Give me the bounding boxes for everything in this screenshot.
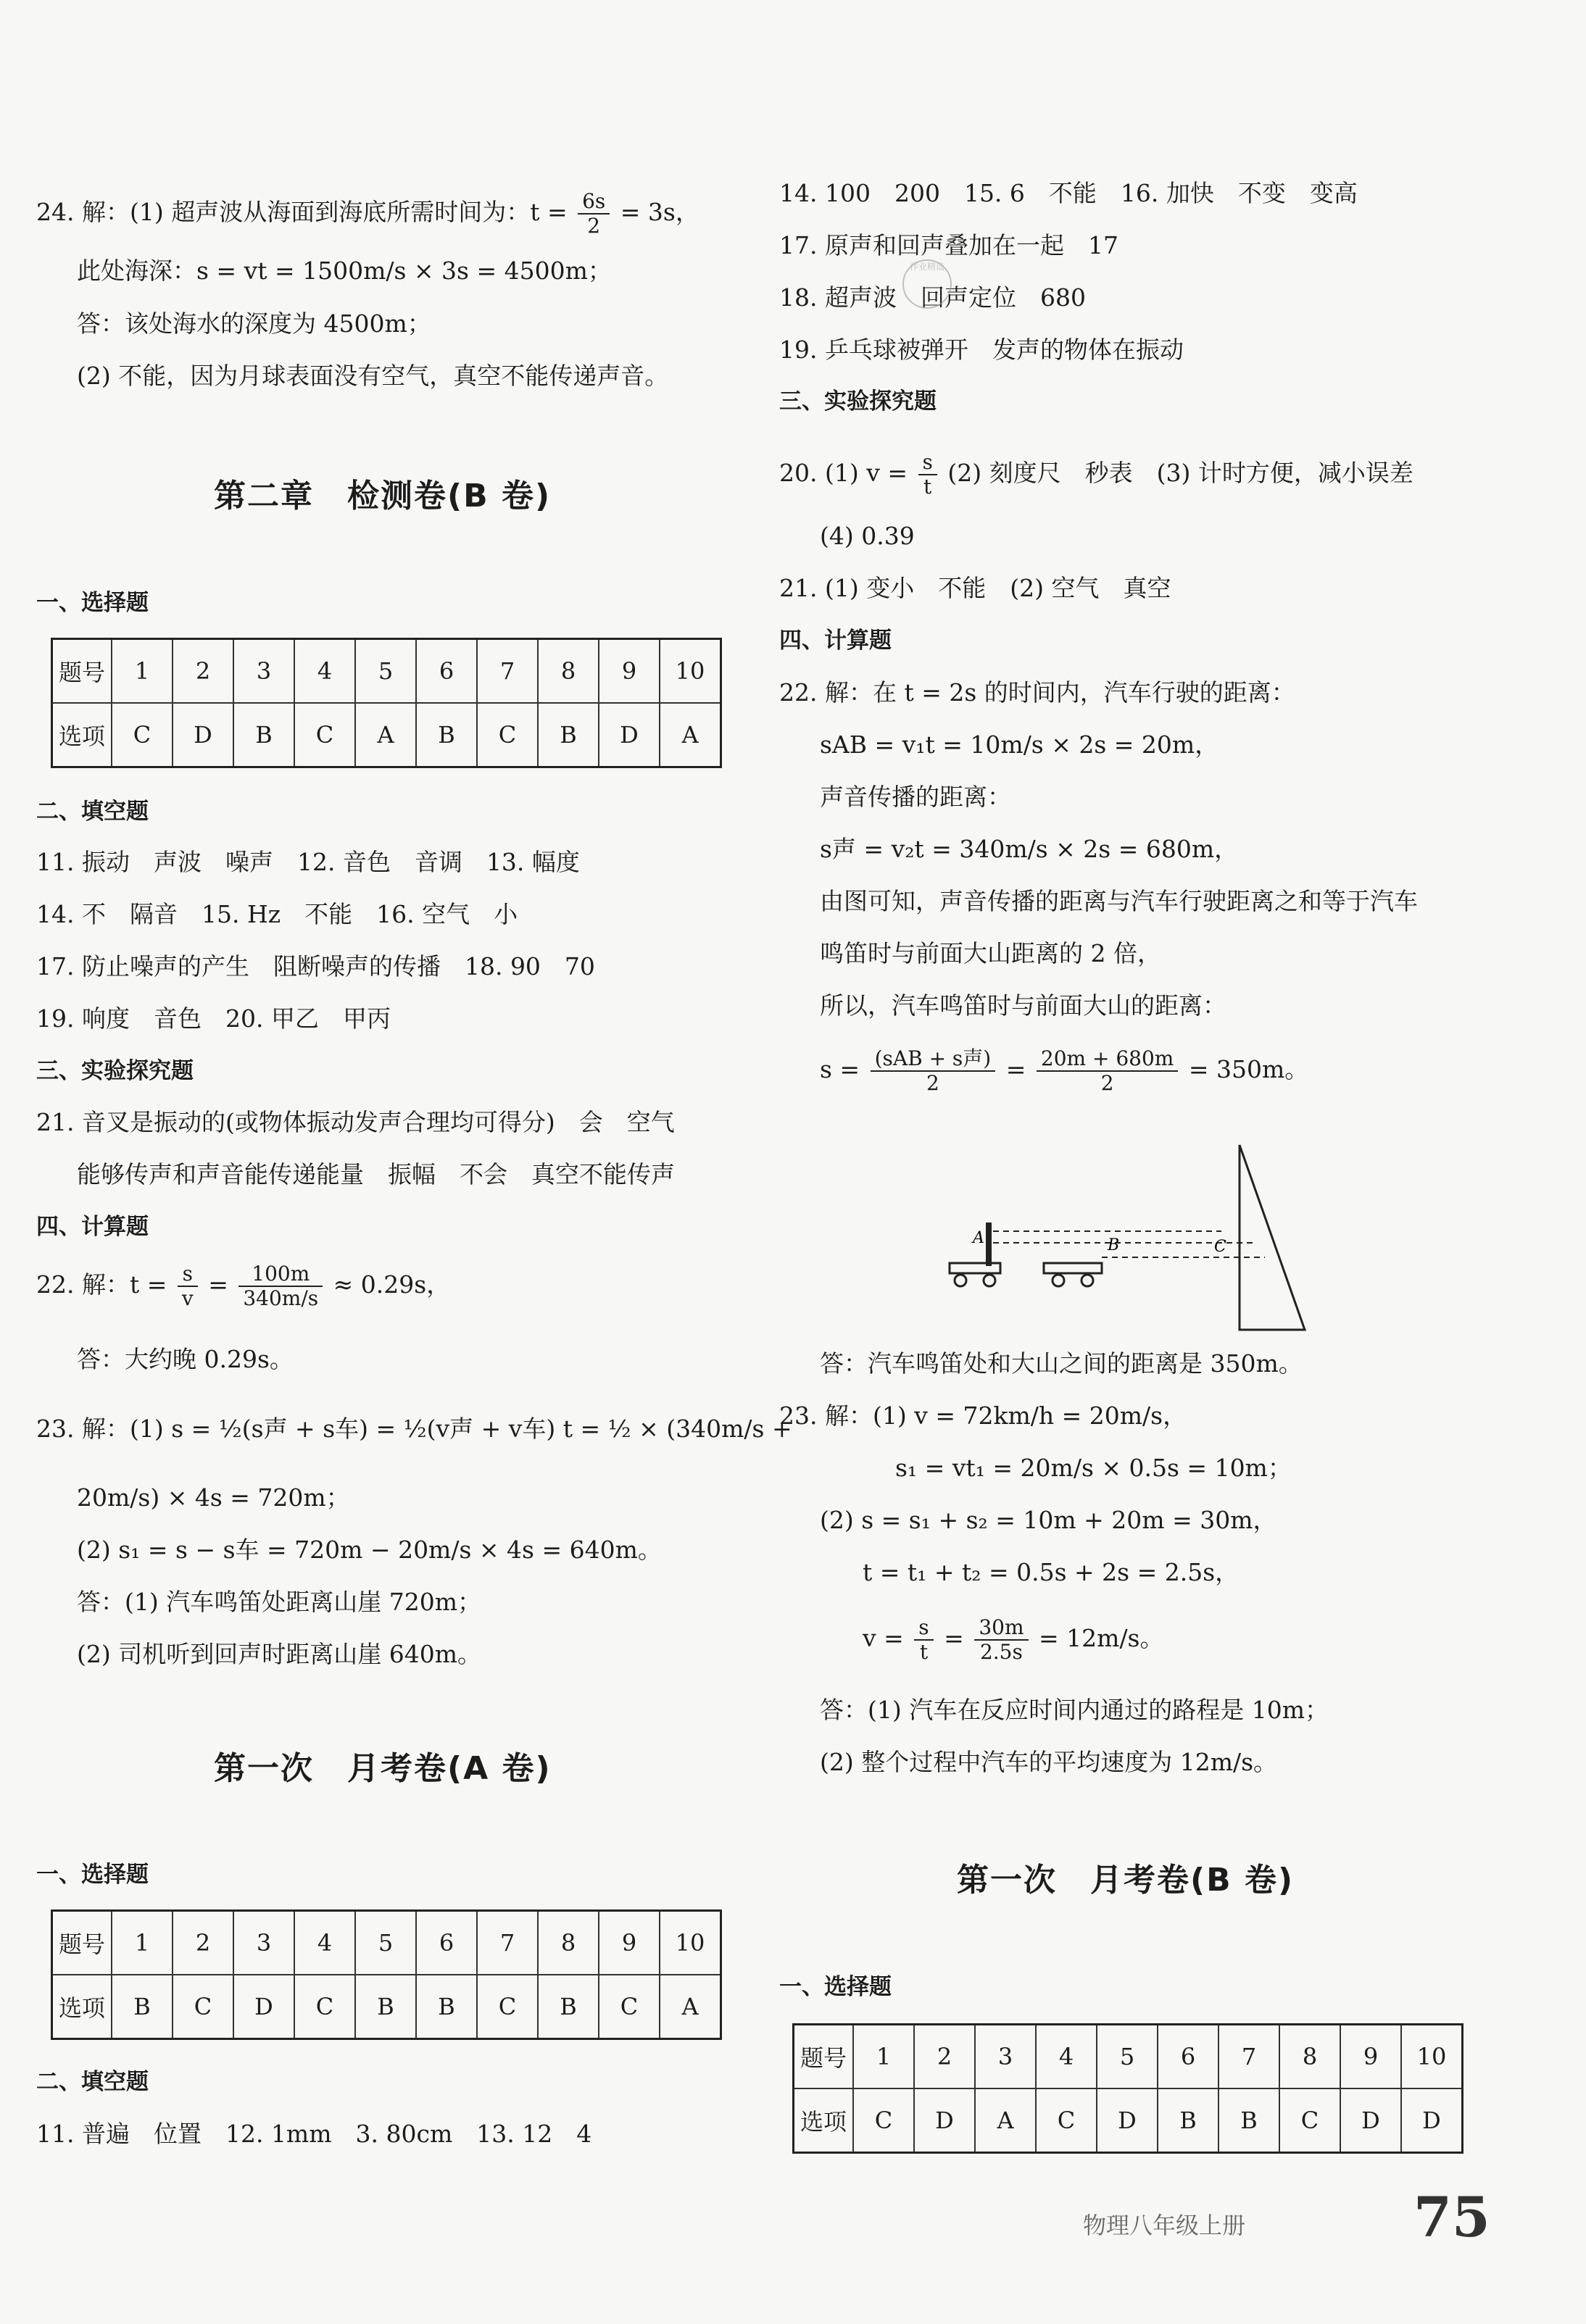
q24-line4: (2) 不能，因为月球表面没有空气，真空不能传递声音。 <box>77 362 669 390</box>
answer-cell: B <box>1158 2088 1218 2153</box>
q23-answer1: 答：(1) 汽车在反应时间内通过的路程是 10m； <box>820 1696 1329 1724</box>
mountain-shape <box>1240 1145 1305 1330</box>
answer-cell: C <box>173 1975 233 2039</box>
question-number-cell: 10 <box>1401 2025 1463 2089</box>
fill-line: 11. 普遍 位置 12. 1mm 3. 80cm 13. 12 4 <box>36 2120 592 2148</box>
q22-formula: s = $\frac{\text{(sAB + s声)}}{2}$ = $\frac{20m + 680m}{2}$ = 350m。 <box>820 1046 1309 1095</box>
car-b-wheel <box>1053 1275 1064 1286</box>
question-number-cell: 7 <box>1218 2025 1279 2089</box>
fill-line: 14. 100 200 15. 6 不能 16. 加快 不变 变高 <box>779 179 1358 207</box>
section-title-m1b: 第一次 月考卷(B 卷) <box>957 1862 1295 1899</box>
answer-cell: B <box>538 1975 599 2039</box>
answer-cell: A <box>355 703 416 767</box>
section-heading-choice: 一、选择题 <box>36 1862 149 1888</box>
table-row-label: 选项 <box>794 2088 854 2153</box>
q22-line5: 由图可知，声音传播的距离与汽车行驶距离之和等于汽车 <box>820 887 1418 915</box>
q22-line3: 声音传播的距离： <box>820 783 1011 811</box>
question-number-cell: 8 <box>538 1911 599 1975</box>
q22-answer: 答：汽车鸣笛处和大山之间的距离是 350m。 <box>820 1349 1303 1378</box>
fill-line: 19. 乒乓球被弹开 发声的物体在振动 <box>779 336 1184 364</box>
fraction: $\frac{\text{(sAB + s声)}}{2}$ <box>871 1047 996 1095</box>
answer-cell: C <box>1279 2088 1340 2153</box>
section-heading-experiment: 三、实验探究题 <box>779 388 937 415</box>
section-heading-choice: 一、选择题 <box>36 590 149 616</box>
question-number-cell: 5 <box>355 1911 416 1975</box>
question-number-cell: 4 <box>1036 2025 1097 2089</box>
question-number-cell: 2 <box>173 639 233 704</box>
question-number-cell: 2 <box>173 1911 233 1975</box>
watermark-stamp: 作业精选 <box>902 259 952 309</box>
table-header-cell: 题号 <box>52 1911 112 1975</box>
answer-table-2 <box>51 1909 722 2040</box>
answer-cell: C <box>294 1975 355 2039</box>
answer-cell: C <box>853 2088 914 2153</box>
question-number-cell: 5 <box>355 639 416 704</box>
question-number-cell: 10 <box>660 1911 721 1975</box>
fraction: $\frac{s}{t}$ <box>918 451 937 499</box>
answer-cell: D <box>914 2088 975 2153</box>
answer-cell: B <box>538 703 599 767</box>
fill-line: 19. 响度 音色 20. 甲乙 甲丙 <box>36 1004 391 1033</box>
table-row-label: 选项 <box>52 1975 112 2039</box>
q23-line2: 20m/s) × 4s = 720m； <box>77 1483 350 1512</box>
answer-cell: D <box>1340 2088 1401 2153</box>
section-heading-calc: 四、计算题 <box>36 1214 149 1240</box>
fill-line: 17. 原声和回声叠加在一起 17 <box>779 231 1118 259</box>
fill-line: 14. 不 隔音 15. Hz 不能 16. 空气 小 <box>36 900 518 928</box>
car-a-flag <box>986 1223 992 1266</box>
label-c: C <box>1214 1238 1226 1256</box>
answer-cell: C <box>294 703 355 767</box>
answer-cell: B <box>1218 2088 1279 2153</box>
q22-line7: 所以，汽车鸣笛时与前面大山的距离： <box>820 991 1226 1020</box>
q24-line2: 此处海深：s = vt = 1500m/s × 3s = 4500m； <box>77 257 612 285</box>
question-number-cell: 9 <box>599 639 660 704</box>
q21-line: 21. (1) 变小 不能 (2) 空气 真空 <box>779 574 1171 602</box>
q23-line3: (2) s₁ = s − s车 = 720m − 20m/s × 4s = 640m。 <box>77 1536 662 1564</box>
answer-cell: D <box>1401 2088 1463 2153</box>
answer-cell: C <box>112 703 173 767</box>
section-heading-choice: 一、选择题 <box>779 1974 892 2000</box>
table-header-cell: 题号 <box>794 2025 854 2089</box>
question-number-cell: 6 <box>416 1911 477 1975</box>
question-number-cell: 4 <box>294 639 355 704</box>
section-heading-calc: 四、计算题 <box>779 628 892 654</box>
q23-line3: (2) s = s₁ + s₂ = 10m + 20m = 30m， <box>820 1506 1277 1534</box>
car-a-body <box>950 1263 1000 1273</box>
q23-line2: s₁ = vt₁ = 20m/s × 0.5s = 10m； <box>895 1454 1292 1482</box>
question-number-cell: 2 <box>914 2025 975 2089</box>
answer-cell: C <box>477 703 538 767</box>
q23-line1: 23. 解：(1) v = 72km/h = 20m/s， <box>779 1402 1187 1430</box>
answer-cell: D <box>173 703 233 767</box>
q22-line1: 22. 解：t = $\frac{s}{v}$ = $\frac{100m}{340m/s}$ ≈ 0.29s， <box>36 1262 451 1310</box>
q23-line5: (2) 司机听到回声时距离山崖 640m。 <box>77 1640 482 1668</box>
fill-line: 11. 振动 声波 噪声 12. 音色 音调 13. 幅度 <box>36 848 580 876</box>
q23-line1: 23. 解：(1) s = ½(s声 + s车) = ½(v声 + v车) t = ½ × (340m/s + <box>36 1415 792 1443</box>
car-a-wheel <box>984 1275 995 1286</box>
question-number-cell: 4 <box>294 1911 355 1975</box>
question-number-cell: 6 <box>416 639 477 704</box>
fraction: $\frac{s}{v}$ <box>178 1262 198 1310</box>
question-number-cell: 1 <box>853 2025 914 2089</box>
question-number-cell: 9 <box>1340 2025 1401 2089</box>
q22-line6: 鸣笛时与前面大山距离的 2 倍， <box>820 939 1161 967</box>
car-a-wheel <box>955 1275 966 1286</box>
fraction: $\frac{100m}{340m/s}$ <box>238 1262 323 1310</box>
section-title-ch2b: 第二章 检测卷(B 卷) <box>214 478 552 515</box>
label-a: A <box>973 1229 984 1247</box>
question-number-cell: 8 <box>1279 2025 1340 2089</box>
fill-line: 18. 超声波 回声定位 680 <box>779 283 1086 312</box>
car-b-body <box>1044 1263 1102 1273</box>
q23-line4: 答：(1) 汽车鸣笛处距离山崖 720m； <box>77 1588 482 1616</box>
answer-cell: D <box>1097 2088 1158 2153</box>
question-number-cell: 3 <box>975 2025 1036 2089</box>
answer-cell: B <box>416 703 477 767</box>
section-heading-experiment: 三、实验探究题 <box>36 1058 194 1084</box>
table-header-cell: 题号 <box>52 639 112 704</box>
question-number-cell: 8 <box>538 639 599 704</box>
answer-cell: D <box>599 703 660 767</box>
section-heading-fill: 二、填空题 <box>36 2069 149 2095</box>
answer-cell: A <box>660 703 721 767</box>
answer-table-3 <box>792 2023 1463 2154</box>
fraction: $\frac{6s}{2}$ <box>578 190 610 238</box>
question-number-cell: 1 <box>112 639 173 704</box>
q23-line4: t = t₁ + t₂ = 0.5s + 2s = 2.5s， <box>863 1558 1240 1586</box>
answer-cell: B <box>112 1975 173 2039</box>
table-row-label: 选项 <box>52 703 112 767</box>
q23-formula: v = $\frac{s}{t}$ = $\frac{30m}{2.5s}$ = 12m/s。 <box>863 1615 1164 1664</box>
q22-line2: sAB = v₁t = 10m/s × 2s = 20m， <box>820 730 1219 759</box>
section-heading-fill: 二、填空题 <box>36 799 149 825</box>
answer-table-1 <box>51 638 722 768</box>
q23-answer2: (2) 整个过程中汽车的平均速度为 12m/s。 <box>820 1748 1278 1776</box>
fraction: $\frac{20m + 680m}{2}$ <box>1037 1047 1178 1095</box>
question-number-cell: 9 <box>599 1911 660 1975</box>
answer-cell: A <box>660 1975 721 2039</box>
question-number-cell: 7 <box>477 1911 538 1975</box>
q20-line2: (4) 0.39 <box>820 522 915 550</box>
answer-cell: C <box>477 1975 538 2039</box>
question-number-cell: 3 <box>233 639 294 704</box>
answer-cell: C <box>1036 2088 1097 2153</box>
q20-line1: 20. (1) v = $\frac{s}{t}$ (2) 刻度尺 秒表 (3) 计时方便，减小误差 <box>779 450 1413 499</box>
section-title-m1a: 第一次 月考卷(A 卷) <box>214 1750 552 1787</box>
fraction: $\frac{s}{t}$ <box>914 1616 933 1664</box>
question-number-cell: 10 <box>660 639 721 704</box>
fraction: $\frac{30m}{2.5s}$ <box>974 1616 1028 1664</box>
question-number-cell: 3 <box>233 1911 294 1975</box>
answer-cell: B <box>416 1975 477 2039</box>
answer-cell: B <box>233 703 294 767</box>
answer-cell: D <box>233 1975 294 2039</box>
q24-line3: 答：该处海水的深度为 4500m； <box>77 309 431 338</box>
q21-line2: 能够传声和声音能传递能量 振幅 不会 真空不能传声 <box>77 1160 675 1188</box>
q22-answer: 答：大约晚 0.29s。 <box>77 1345 294 1373</box>
label-b: B <box>1108 1236 1120 1254</box>
fill-line: 17. 防止噪声的产生 阻断噪声的传播 18. 90 70 <box>36 952 595 980</box>
car-b-wheel <box>1081 1275 1093 1286</box>
q24-line1: 24. 解：(1) 超声波从海面到海底所需时间为：t = $\frac{6s}{2}$ = 3s， <box>36 189 699 238</box>
q22-line1: 22. 解：在 t = 2s 的时间内，汽车行驶的距离： <box>779 678 1295 707</box>
question-number-cell: 5 <box>1097 2025 1158 2089</box>
footer-book-label: 物理八年级上册 <box>1083 2212 1246 2239</box>
page-number: 75 <box>1413 2185 1490 2249</box>
answer-cell: A <box>975 2088 1036 2153</box>
question-number-cell: 6 <box>1158 2025 1218 2089</box>
answer-cell: C <box>599 1975 660 2039</box>
question-number-cell: 7 <box>477 639 538 704</box>
q21-line1: 21. 音叉是振动的(或物体振动发声合理均可得分) 会 空气 <box>36 1108 675 1136</box>
question-number-cell: 1 <box>112 1911 173 1975</box>
answer-cell: B <box>355 1975 416 2039</box>
car-mountain-diagram <box>935 1141 1312 1337</box>
q22-line4: s声 = v₂t = 340m/s × 2s = 680m， <box>820 835 1239 863</box>
